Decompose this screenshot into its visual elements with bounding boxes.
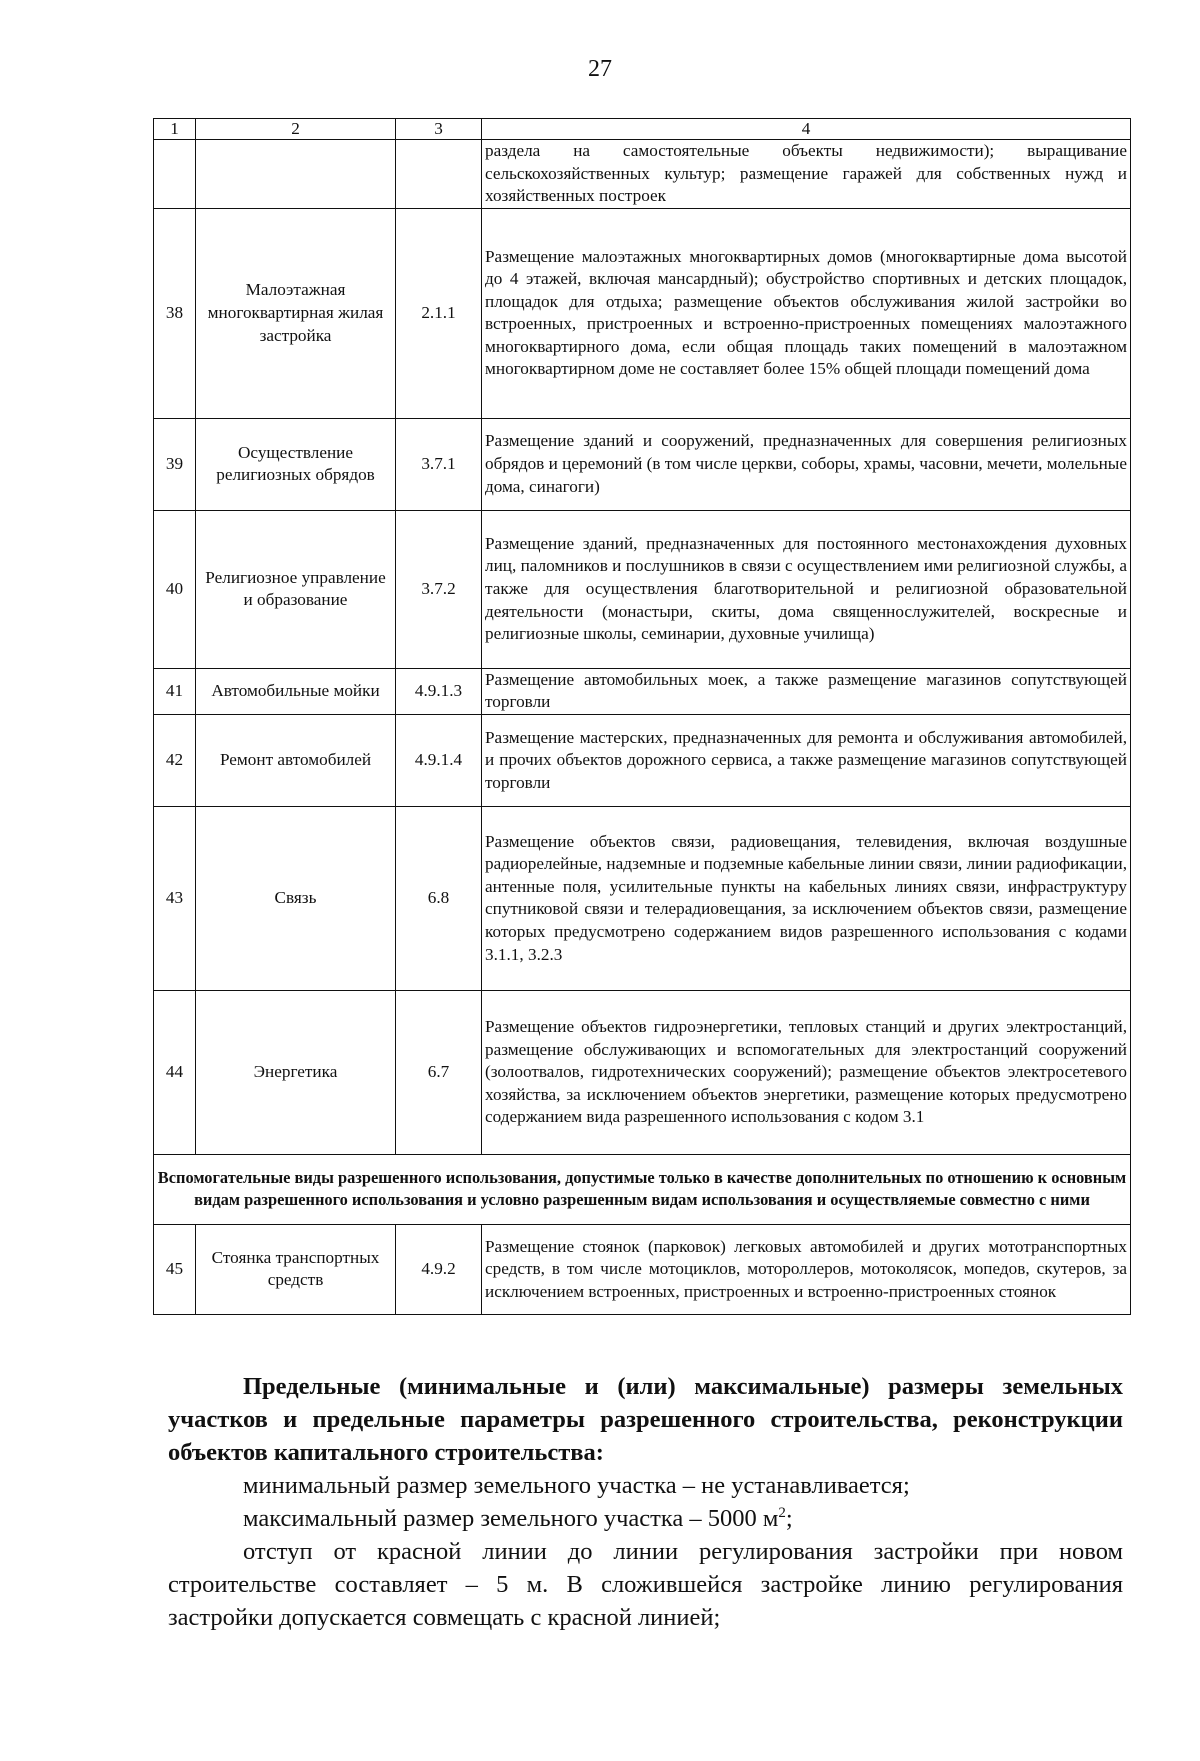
setback-text: отступ от красной линии до линии регулирования застройки при новом строительстве составляет – 5 м. В сложившейся застройке линию регулирования застройки допускается совмещать с красной линией; (168, 1538, 1123, 1631)
row-code: 3.7.2 (396, 510, 482, 668)
row-number: 38 (154, 208, 196, 418)
row-code: 3.7.1 (396, 418, 482, 510)
table-row (154, 208, 1131, 418)
row-number: 42 (154, 714, 196, 806)
row-name: Энергетика (196, 990, 396, 1154)
min-size-text: минимальный размер земельного участка – не устанавливается; (243, 1472, 910, 1499)
land-use-table (153, 118, 1131, 1315)
row-number: 45 (154, 1224, 196, 1314)
row-code: 4.9.2 (396, 1224, 482, 1314)
row-description: Размещение автомобильных моек, а также размещение магазинов сопутствующей торговли (482, 668, 1131, 714)
column-header-name: 2 (196, 119, 396, 140)
row-name: Стоянка транспортных средств (196, 1224, 396, 1314)
table-row (154, 668, 1131, 714)
row-name: Осуществление религиозных обрядов (196, 418, 396, 510)
row-number: 43 (154, 806, 196, 990)
row-code: 6.8 (396, 806, 482, 990)
table-row (154, 418, 1131, 510)
row-description: Размещение стоянок (парковок) легковых автомобилей и других мототранспортных средств, в том числе мотоциклов, мотороллеров, мотоколясок, мопедов, скутеров, за исключением встроенных, пристроенных и встроенно-пристроенных стоянок (482, 1224, 1131, 1314)
section-header-row (154, 1154, 1131, 1224)
page-number: 27 (588, 56, 612, 82)
parameters-heading: Предельные (минимальные и (или) максимальные) размеры земельных участков и предельные параметры разрешенного строительства, реконструкции объектов капитального строительства: (168, 1373, 1123, 1466)
max-size-text: максимальный размер земельного участка – 5000 м (243, 1505, 779, 1532)
row-description: Размещение малоэтажных многоквартирных домов (многоквартирные дома высотой до 4 этажей, включая мансардный); обустройство спортивных и детских площадок, площадок для отдыха; размещение объектов обслуживания жилой застройки во встроенных, пристроенных и встроенно-пристроенных помещениях малоэтажного многоквартирного дома, если общая площадь таких помещений в малоэтажном многоквартирном доме не составляет более 15% общей площади помещений дома (482, 208, 1131, 418)
section-title (154, 1154, 1131, 1224)
row-name: Автомобильные мойки (196, 668, 396, 714)
row-code: 4.9.1.3 (396, 668, 482, 714)
row-code: 6.7 (396, 990, 482, 1154)
row-name: Малоэтажная многоквартирная жилая застройка (196, 208, 396, 418)
row-description: Размещение мастерских, предназначенных для ремонта и обслуживания автомобилей, и прочих объектов дорожного сервиса, а также размещение магазинов сопутствующей торговли (482, 714, 1131, 806)
row-number: 44 (154, 990, 196, 1154)
row-name: Связь (196, 806, 396, 990)
section-title-text: Вспомогательные виды разрешенного использования, допустимые только в качестве дополнительных по отношению к основным видам разрешенного использования и условно разрешенным видам использования и осуществляемые совместно с ними (157, 1168, 1127, 1210)
table-row (154, 990, 1131, 1154)
row-number (154, 140, 196, 209)
table-row (154, 140, 1131, 209)
row-name: Ремонт автомобилей (196, 714, 396, 806)
row-number: 39 (154, 418, 196, 510)
max-size-superscript: 2 (778, 1504, 786, 1521)
max-size-end: ; (785, 1505, 793, 1532)
row-description: Размещение объектов связи, радиовещания, телевидения, включая воздушные радиорелейные, надземные и подземные кабельные линии связи, линии радиофикации, антенные поля, усилительные пункты на кабельных линиях связи, инфраструктуру спутниковой связи и телерадиовещания, за исключением объектов связи, размещение которых предусмотрено содержанием видов разрешенного использования с кодами 3.1.1, 3.2.3 (482, 806, 1131, 990)
table-row (154, 1224, 1131, 1314)
table-row (154, 714, 1131, 806)
row-description: Размещение зданий, предназначенных для постоянного местонахождения духовных лиц, паломников и послушников в связи с осуществлением ими религиозной службы, а также для осуществления благотворительной и религиозной образовательной деятельности (монастыри, скиты, дома священнослужителей, воскресные и религиозные школы, семинарии, духовные училища) (482, 510, 1131, 668)
table-row (154, 510, 1131, 668)
max-size-line (168, 1502, 1123, 1535)
row-number: 41 (154, 668, 196, 714)
row-code (396, 140, 482, 209)
row-code: 4.9.1.4 (396, 714, 482, 806)
row-number: 40 (154, 510, 196, 668)
table-row (154, 806, 1131, 990)
row-code: 2.1.1 (396, 208, 482, 418)
table-header-row (154, 119, 1131, 140)
column-header-description: 4 (482, 119, 1131, 140)
column-header-number: 1 (154, 119, 196, 140)
row-description: Размещение зданий и сооружений, предназначенных для совершения религиозных обрядов и церемоний (в том числе церкви, соборы, храмы, часовни, мечети, молельные дома, синагоги) (482, 418, 1131, 510)
row-name (196, 140, 396, 209)
row-description: раздела на самостоятельные объекты недвижимости); выращивание сельскохозяйственных культур; размещение гаражей для собственных нужд и хозяйственных построек (482, 140, 1131, 209)
parameters-section (168, 1370, 1123, 1634)
column-header-code: 3 (396, 119, 482, 140)
row-name: Религиозное управление и образование (196, 510, 396, 668)
row-description: Размещение объектов гидроэнергетики, тепловых станций и других электростанций, размещение обслуживающих и вспомогательных для электростанций сооружений (золоотвалов, гидротехнических сооружений); размещение объектов электросетевого хозяйства, за исключением объектов энергетики, размещение которых предусмотрено содержанием вида разрешенного использования с кодом 3.1 (482, 990, 1131, 1154)
